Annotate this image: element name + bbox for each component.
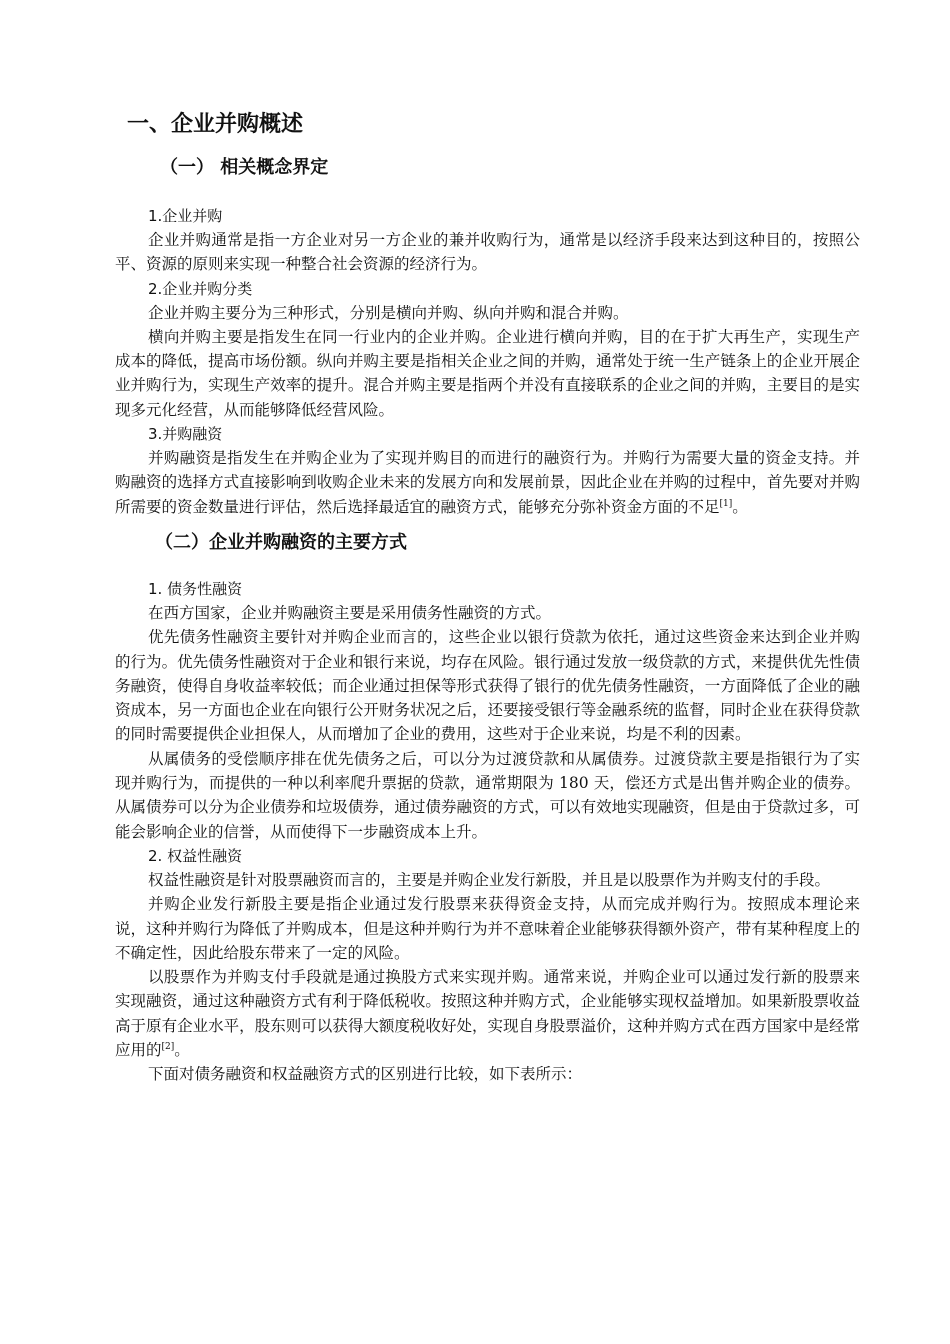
paragraph: 横向并购主要是指发生在同一行业内的企业并购。企业进行横向并购，目的在于扩大再生产，实现生产成本的降低，提高市场份额。纵向并购主要是指相关企业之间的并购，通常处于统一生产链条上的企业开展企业并购行为，实现生产效率的提升。混合并购主要是指两个并没有直接联系的企业之间的并购，主要目的是实现多元化经营，从而能够降低经营风险。 (115, 327, 860, 419)
paragraph: 下面对债务融资和权益融资方式的区别进行比较，如下表所示： (148, 1065, 583, 1084)
paragraph: 企业并购通常是指一方企业对另一方企业的兼并收购行为，通常是以经济手段来达到这种目的，按照公平、资源的原则来实现一种整合社会资源的经济行为。 (115, 231, 860, 274)
paragraph-text: 并购融资是指发生在并购企业为了实现并购目的而进行的融资行为。并购行为需要大量的资金支持。并购融资的选择方式直接影响到收购企业未来的发展方向和发展前景，因此企业在并购的过程中，首先要对并购所需要的资金数量进行评估，然后选择最适宜的融资方式，能够充分弥补资金方面的不足 (115, 449, 860, 516)
subheading-equity-financing: 2. 权益性融资 (148, 846, 243, 865)
section-heading-concepts: （一） 相关概念界定 (160, 157, 329, 178)
paragraph: 权益性融资是针对股票融资而言的，主要是并购企业发行新股，并且是以股票作为并购支付的手段。 (148, 870, 831, 889)
document-body (115, 108, 860, 1087)
paragraph: 优先债务性融资主要针对并购企业而言的，这些企业以银行贷款为依托，通过这些资金来达到企业并购的行为。优先债务性融资对于企业和银行来说，均存在风险。银行通过发放一级贷款的方式，来提供优先性债务融资，使得自身收益率较低；而企业通过担保等形式获得了银行的优先债务性融资，一方面降低了企业的融资成本，另一方面也企业在向银行公开财务状况之后，还要接受银行等金融系统的监督，同时企业在获得贷款的同时需要提供企业担保人，从而增加了企业的费用，这些对于企业来说，均是不利的因素。 (115, 628, 860, 744)
paragraph-end: 。 (732, 497, 748, 516)
citation-ref: [2] (161, 1041, 175, 1052)
paragraph: 从属债务的受偿顺序排在优先债务之后，可以分为过渡贷款和从属债券。过渡贷款主要是指银行为了实现并购行为，而提供的一种以利率爬升票据的贷款，通常期限为 180 天，偿还方式是出售并购企业的债券。从属债券可以分为企业债券和垃圾债券，通过债券融资的方式，可以有效地实现融资，但是由于贷款过多，可能会影响企业的信誉，从而使得下一步融资成本上升。 (115, 749, 860, 841)
paragraph: 企业并购主要分为三种形式，分别是横向并购、纵向并购和混合并购。 (148, 303, 629, 322)
subheading-ma-types: 2.企业并购分类 (148, 279, 253, 298)
subheading-ma-financing: 3.并购融资 (148, 425, 223, 444)
paragraph-text: 以股票作为并购支付手段就是通过换股方式来实现并购。通常来说，并购企业可以通过发行新的股票来实现融资，通过这种融资方式有利于降低税收。按照这种并购方式，企业能够实现权益增加。如果新股票收益高于原有企业水平，股东则可以获得大额度税收好处，实现自身股票溢价，这种并购方式在西方国家中是经常应用的 (115, 968, 860, 1060)
subheading-debt-financing: 1. 债务性融资 (148, 579, 243, 598)
citation-ref: [1] (719, 498, 733, 509)
paragraph: 在西方国家，企业并购融资主要是采用债务性融资的方式。 (148, 603, 552, 622)
paragraph (115, 446, 860, 519)
section-heading-methods: （二）企业并购融资的主要方式 (155, 531, 407, 553)
paragraph: 并购企业发行新股主要是指企业通过发行股票来获得资金支持，从而完成并购行为。按照成本理论来说，这种并购行为降低了并购成本，但是这种并购行为并不意味着企业能够获得额外资产，带有某种程度上的不确定性，因此给股东带来了一定的风险。 (115, 895, 860, 962)
paragraph-end: 。 (174, 1041, 190, 1060)
subheading-ma: 1.企业并购 (148, 207, 223, 225)
paragraph (115, 965, 860, 1062)
chapter-heading: 一、企业并购概述 (127, 112, 304, 137)
